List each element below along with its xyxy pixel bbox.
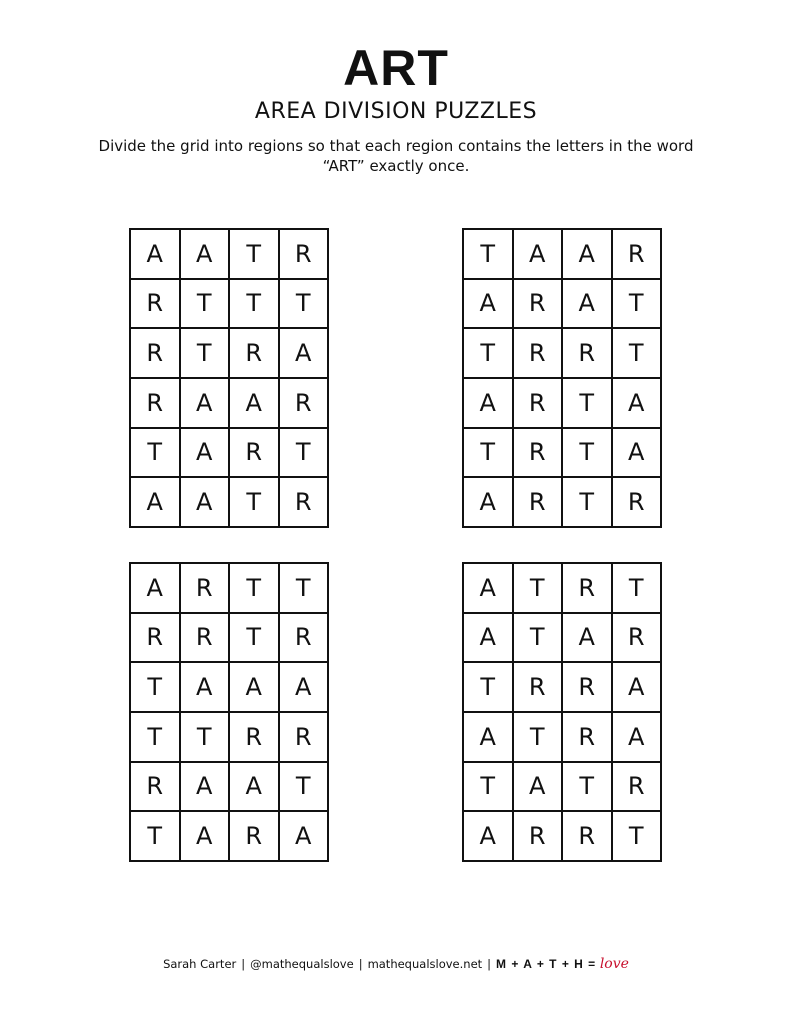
grid-cell: R	[563, 663, 611, 711]
grid-cell: R	[230, 429, 278, 477]
grid-cell: R	[280, 379, 328, 427]
grid-cell: R	[514, 280, 562, 328]
grid-cell: T	[181, 329, 229, 377]
grid-cell: A	[464, 379, 512, 427]
grid-cell: A	[280, 812, 328, 860]
grid-cell: T	[514, 564, 562, 612]
grid-cell: T	[563, 478, 611, 526]
grid-cell: A	[563, 280, 611, 328]
grid-cell: T	[563, 429, 611, 477]
grid-cell: A	[181, 663, 229, 711]
grid-cell: A	[464, 280, 512, 328]
grid-cell: T	[613, 564, 661, 612]
grid-cell: R	[514, 663, 562, 711]
grid-cell: A	[514, 763, 562, 811]
grid-cell: T	[464, 230, 512, 278]
grid-cell: R	[131, 763, 179, 811]
footer-brand: M + A + T + H =	[496, 957, 597, 971]
puzzle-grid-2	[462, 228, 662, 528]
grid-cell: R	[280, 713, 328, 761]
grid-cell: R	[181, 614, 229, 662]
grid-cell: A	[514, 230, 562, 278]
grid-cell: A	[131, 564, 179, 612]
grid-cell: T	[280, 280, 328, 328]
page-subtitle: AREA DIVISION PUZZLES	[254, 99, 538, 124]
grid-cell: R	[514, 379, 562, 427]
grid-cell: R	[131, 614, 179, 662]
grid-cell: T	[563, 763, 611, 811]
footer	[0, 955, 792, 973]
grid-cell: R	[181, 564, 229, 612]
grid-cell: A	[280, 329, 328, 377]
grid-cell: A	[563, 230, 611, 278]
grid-cell: T	[181, 713, 229, 761]
grid-cell: T	[230, 614, 278, 662]
grid-cell: A	[181, 429, 229, 477]
grid-cell: R	[563, 329, 611, 377]
footer-handle: @mathequalslove	[250, 957, 354, 971]
grid-cell: R	[613, 230, 661, 278]
grid-cell: T	[131, 812, 179, 860]
grid-cell: T	[613, 812, 661, 860]
grid-cell: A	[181, 763, 229, 811]
grid-cell: R	[230, 713, 278, 761]
grid-cell: R	[563, 812, 611, 860]
puzzle-grid-4	[462, 562, 662, 862]
grid-cell: A	[230, 763, 278, 811]
grid-cell: R	[563, 564, 611, 612]
grid-cell: R	[131, 379, 179, 427]
grid-cell: T	[230, 230, 278, 278]
grid-cell: A	[464, 812, 512, 860]
grid-cell: T	[514, 614, 562, 662]
grid-cell: R	[563, 713, 611, 761]
grid-cell: R	[613, 614, 661, 662]
grid-cell: A	[464, 564, 512, 612]
grid-cell: T	[280, 763, 328, 811]
grid-cell: A	[181, 478, 229, 526]
grid-cell: T	[464, 329, 512, 377]
grid-cell: T	[613, 329, 661, 377]
footer-author: Sarah Carter	[163, 957, 237, 971]
grid-cell: T	[514, 713, 562, 761]
grid-cell: T	[230, 564, 278, 612]
grid-cell: T	[613, 280, 661, 328]
footer-separator: |	[241, 957, 246, 971]
grid-cell: T	[280, 564, 328, 612]
grid-cell: T	[131, 663, 179, 711]
page-title: ART	[343, 40, 449, 96]
instructions: Divide the grid into regions so that each region contains the letters in the word “ART” exactly once.	[98, 137, 694, 175]
grid-cell: R	[514, 478, 562, 526]
grid-cell: T	[464, 763, 512, 811]
grid-cell: A	[464, 713, 512, 761]
grid-cell: T	[464, 429, 512, 477]
grid-cell: T	[464, 663, 512, 711]
grid-cell: A	[613, 713, 661, 761]
grid-cell: A	[131, 478, 179, 526]
grid-cell: T	[230, 478, 278, 526]
grid-cell: A	[613, 663, 661, 711]
grid-cell: R	[613, 763, 661, 811]
grid-cell: T	[280, 429, 328, 477]
grid-cell: A	[181, 812, 229, 860]
puzzle-grid-3	[129, 562, 329, 862]
footer-separator: |	[487, 957, 492, 971]
grid-cell: T	[131, 713, 179, 761]
grid-cell: A	[280, 663, 328, 711]
grid-cell: T	[181, 280, 229, 328]
grid-cell: R	[280, 230, 328, 278]
grid-cell: R	[514, 429, 562, 477]
grid-cell: A	[230, 379, 278, 427]
grid-cell: R	[514, 812, 562, 860]
footer-separator: |	[358, 957, 363, 971]
grid-cell: A	[181, 379, 229, 427]
footer-website: mathequalslove.net	[367, 957, 483, 971]
grid-cell: R	[514, 329, 562, 377]
grid-cell: R	[613, 478, 661, 526]
footer-brand-love: love	[599, 956, 629, 972]
grid-cell: R	[280, 478, 328, 526]
grid-cell: A	[613, 379, 661, 427]
grid-cell: A	[464, 478, 512, 526]
grid-cell: A	[613, 429, 661, 477]
grid-cell: R	[230, 812, 278, 860]
grid-cell: A	[464, 614, 512, 662]
grid-cell: R	[131, 280, 179, 328]
grid-cell: T	[563, 379, 611, 427]
grid-cell: T	[131, 429, 179, 477]
grid-cell: T	[230, 280, 278, 328]
grid-cell: A	[181, 230, 229, 278]
puzzle-grid-1	[129, 228, 329, 528]
grid-cell: A	[563, 614, 611, 662]
grid-cell: R	[131, 329, 179, 377]
grid-cell: R	[230, 329, 278, 377]
grid-cell: A	[230, 663, 278, 711]
grid-cell: R	[280, 614, 328, 662]
grid-cell: A	[131, 230, 179, 278]
